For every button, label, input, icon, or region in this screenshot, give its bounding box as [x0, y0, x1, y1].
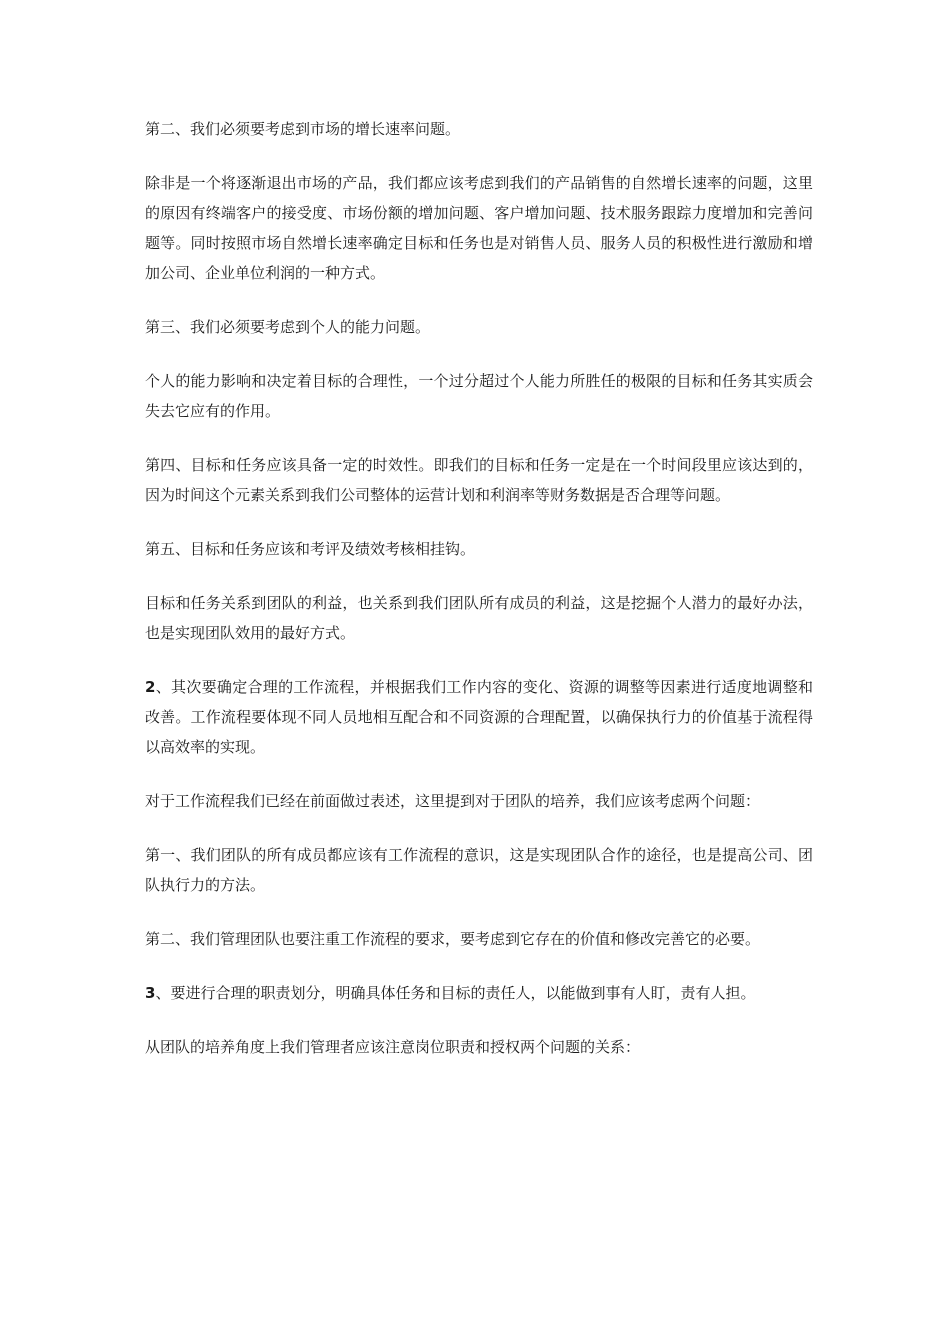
paragraph: 个人的能力影响和决定着目标的合理性，一个过分超过个人能力所胜任的极限的目标和任务其实质会失去它应有的作用。 [145, 372, 813, 420]
item-number: 2 [145, 678, 156, 696]
paragraph: 对于工作流程我们已经在前面做过表述，这里提到对于团队的培养，我们应该考虑两个问题： [145, 792, 761, 810]
paragraph: 从团队的培养角度上我们管理者应该注意岗位职责和授权两个问题的关系： [145, 1038, 641, 1056]
document-body [145, 114, 813, 1086]
paragraph: 第三、我们必须要考虑到个人的能力问题。 [145, 318, 431, 336]
paragraph: 第五、目标和任务应该和考评及绩效考核相挂钩。 [145, 540, 476, 558]
paragraph: 第四、目标和任务应该具备一定的时效性。即我们的目标和任务一定是在一个时间段里应该达到的，因为时间这个元素关系到我们公司整体的运营计划和利润率等财务数据是否合理等问题。 [145, 456, 813, 504]
paragraph-text: 、其次要确定合理的工作流程，并根据我们工作内容的变化、资源的调整等因素进行适度地调整和改善。工作流程要体现不同人员地相互配合和不同资源的合理配置，以确保执行力的价值基于流程得以高效率的实现。 [145, 678, 813, 756]
numbered-paragraph [145, 978, 813, 1008]
paragraph: 第一、我们团队的所有成员都应该有工作流程的意识，这是实现团队合作的途径，也是提高公司、团队执行力的方法。 [145, 846, 813, 894]
paragraph: 除非是一个将逐渐退出市场的产品，我们都应该考虑到我们的产品销售的自然增长速率的问题，这里的原因有终端客户的接受度、市场份额的增加问题、客户增加问题、技术服务跟踪力度增加和完善问题等。同时按照市场自然增长速率确定目标和任务也是对销售人员、服务人员的积极性进行激励和增加公司、企业单位利润的一种方式。 [145, 174, 813, 282]
paragraph: 第二、我们必须要考虑到市场的增长速率问题。 [145, 120, 461, 138]
numbered-paragraph [145, 672, 813, 762]
paragraph-text: 、要进行合理的职责划分，明确具体任务和目标的责任人，以能做到事有人盯，责有人担。 [155, 984, 756, 1002]
item-number: 3 [145, 984, 156, 1002]
paragraph: 第二、我们管理团队也要注重工作流程的要求，要考虑到它存在的价值和修改完善它的必要。 [145, 930, 761, 948]
paragraph: 目标和任务关系到团队的利益，也关系到我们团队所有成员的利益，这是挖掘个人潜力的最好办法，也是实现团队效用的最好方式。 [145, 594, 813, 642]
